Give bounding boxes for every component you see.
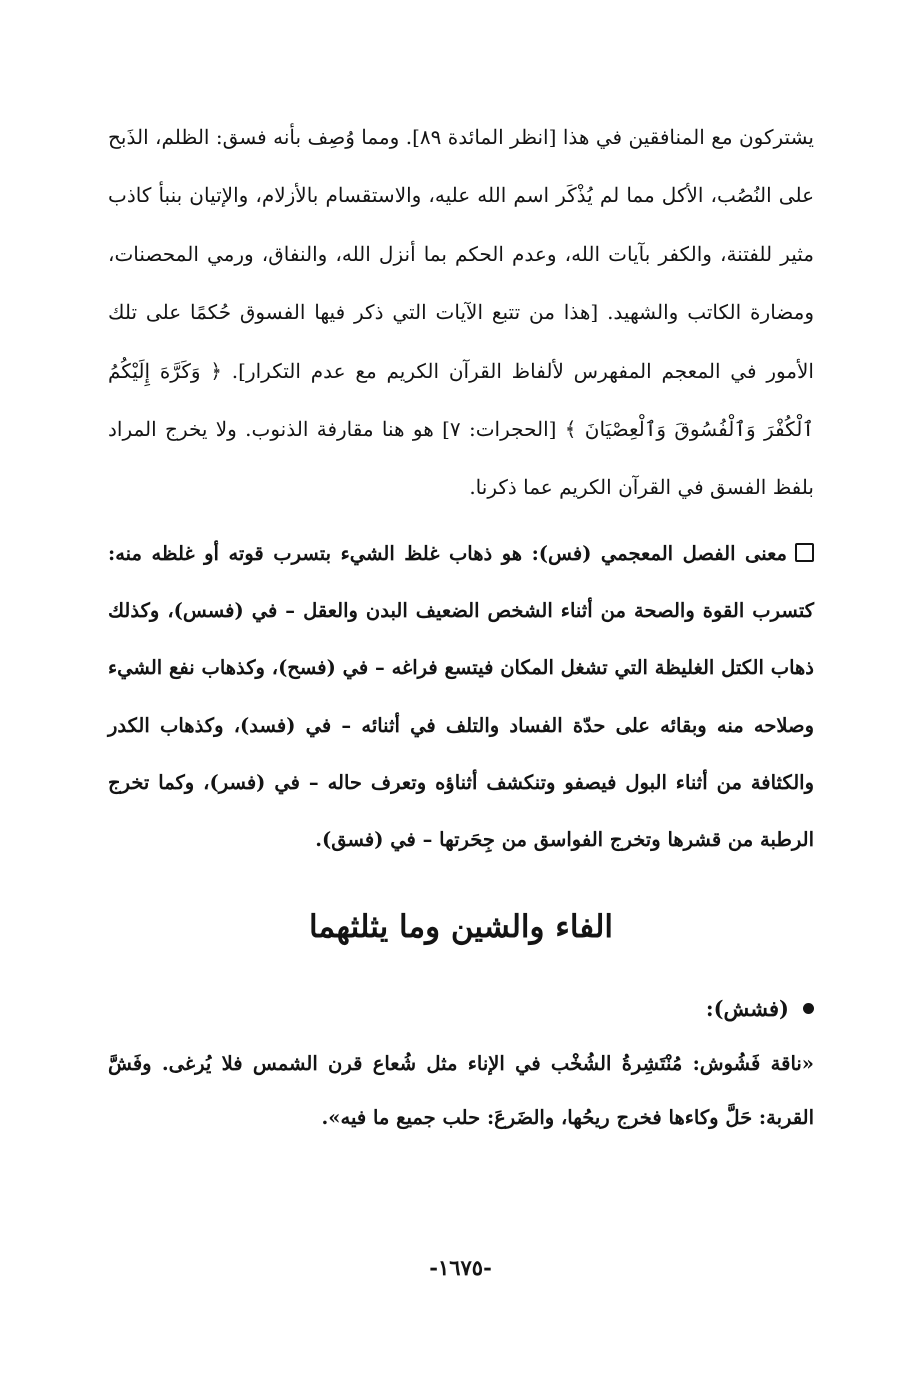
top-paragraph: يشتركون مع المنافقين في هذا [انظر المائدة ٨٩]. ومما وُصِف بأنه فسق: الظلم، الذَبح على النُصُب، الأكل مما لم يُذْكَر اسم الله عليه، والاستقسام بالأزلام، والإتيان بنبأ كاذب مثير للفتنة، والكفر بآيات الله، وعدم الحكم بما أنزل الله، والنفاق، ورمي المحصنات، ومضارة الكاتب والشهيد. [هذا من تتبع الآيات التي ذكر فيها الفسوق حُكمًا على تلك الأمور في المعجم المفهرس لألفاظ القرآن الكريم مع عدم التكرار]. ﴿ وَكَرَّهَ إِلَيْكُمُ ٱلْكُفْرَ وَٱلْفُسُوقَ وَٱلْعِصْيَانَ ﴾ [الحجرات: ٧] هو هنا مقارفة الذنوب. ولا يخرج المراد بلفظ الفسق في القرآن الكريم عما ذكرنا. <box>108 125 815 500</box>
page-number: -١٦٧٥- <box>429 1255 492 1280</box>
square-box-icon <box>795 543 814 562</box>
lexical-paragraph <box>108 525 814 869</box>
spacer <box>108 517 814 525</box>
bullet-icon <box>803 1003 814 1014</box>
page-body <box>108 108 814 1145</box>
entry-quote: «ناقة فَشُوش: مُنْتَشِرةُ الشُخْب في الإناء مثل شُعاع قرن الشمس فلا يُرغى. وفَشَّ القربة: حَلَّ وكاءها فخرج ريحُها، والضَرعَ: حلب جميع ما فيه». <box>108 1051 814 1129</box>
entry-title-text: (فشش): <box>705 995 789 1021</box>
lexical-paragraph-text: معنى الفصل المعجمي (فس): هو ذهاب غلظ الشيء بتسرب قوته أو غلظه منه: كتسرب القوة والصحة من أثناء الشخص الضعيف البدن والعقل – في (فسس)، وكذلك ذهاب الكتل الغليظة التي تشغل المكان فيتسع فراغه – في (فسح)، وكذهاب نفع الشيء وصلاحه منه وبقائه على حدّة الفساد والتلف في أثنائه – في (فسد)، وكذهاب الكدر والكثافة من أثناء البول فيصفو وتنكشف أثناؤه وتعرف حاله – في (فسر)، وكما تخرج الرطبة من قشرها وتخرج الفواسق من جِحَرتها – في (فسق). <box>108 541 814 852</box>
entry-title <box>108 981 814 1037</box>
section-heading: الفاء والشين وما يثلثهما <box>308 908 614 945</box>
